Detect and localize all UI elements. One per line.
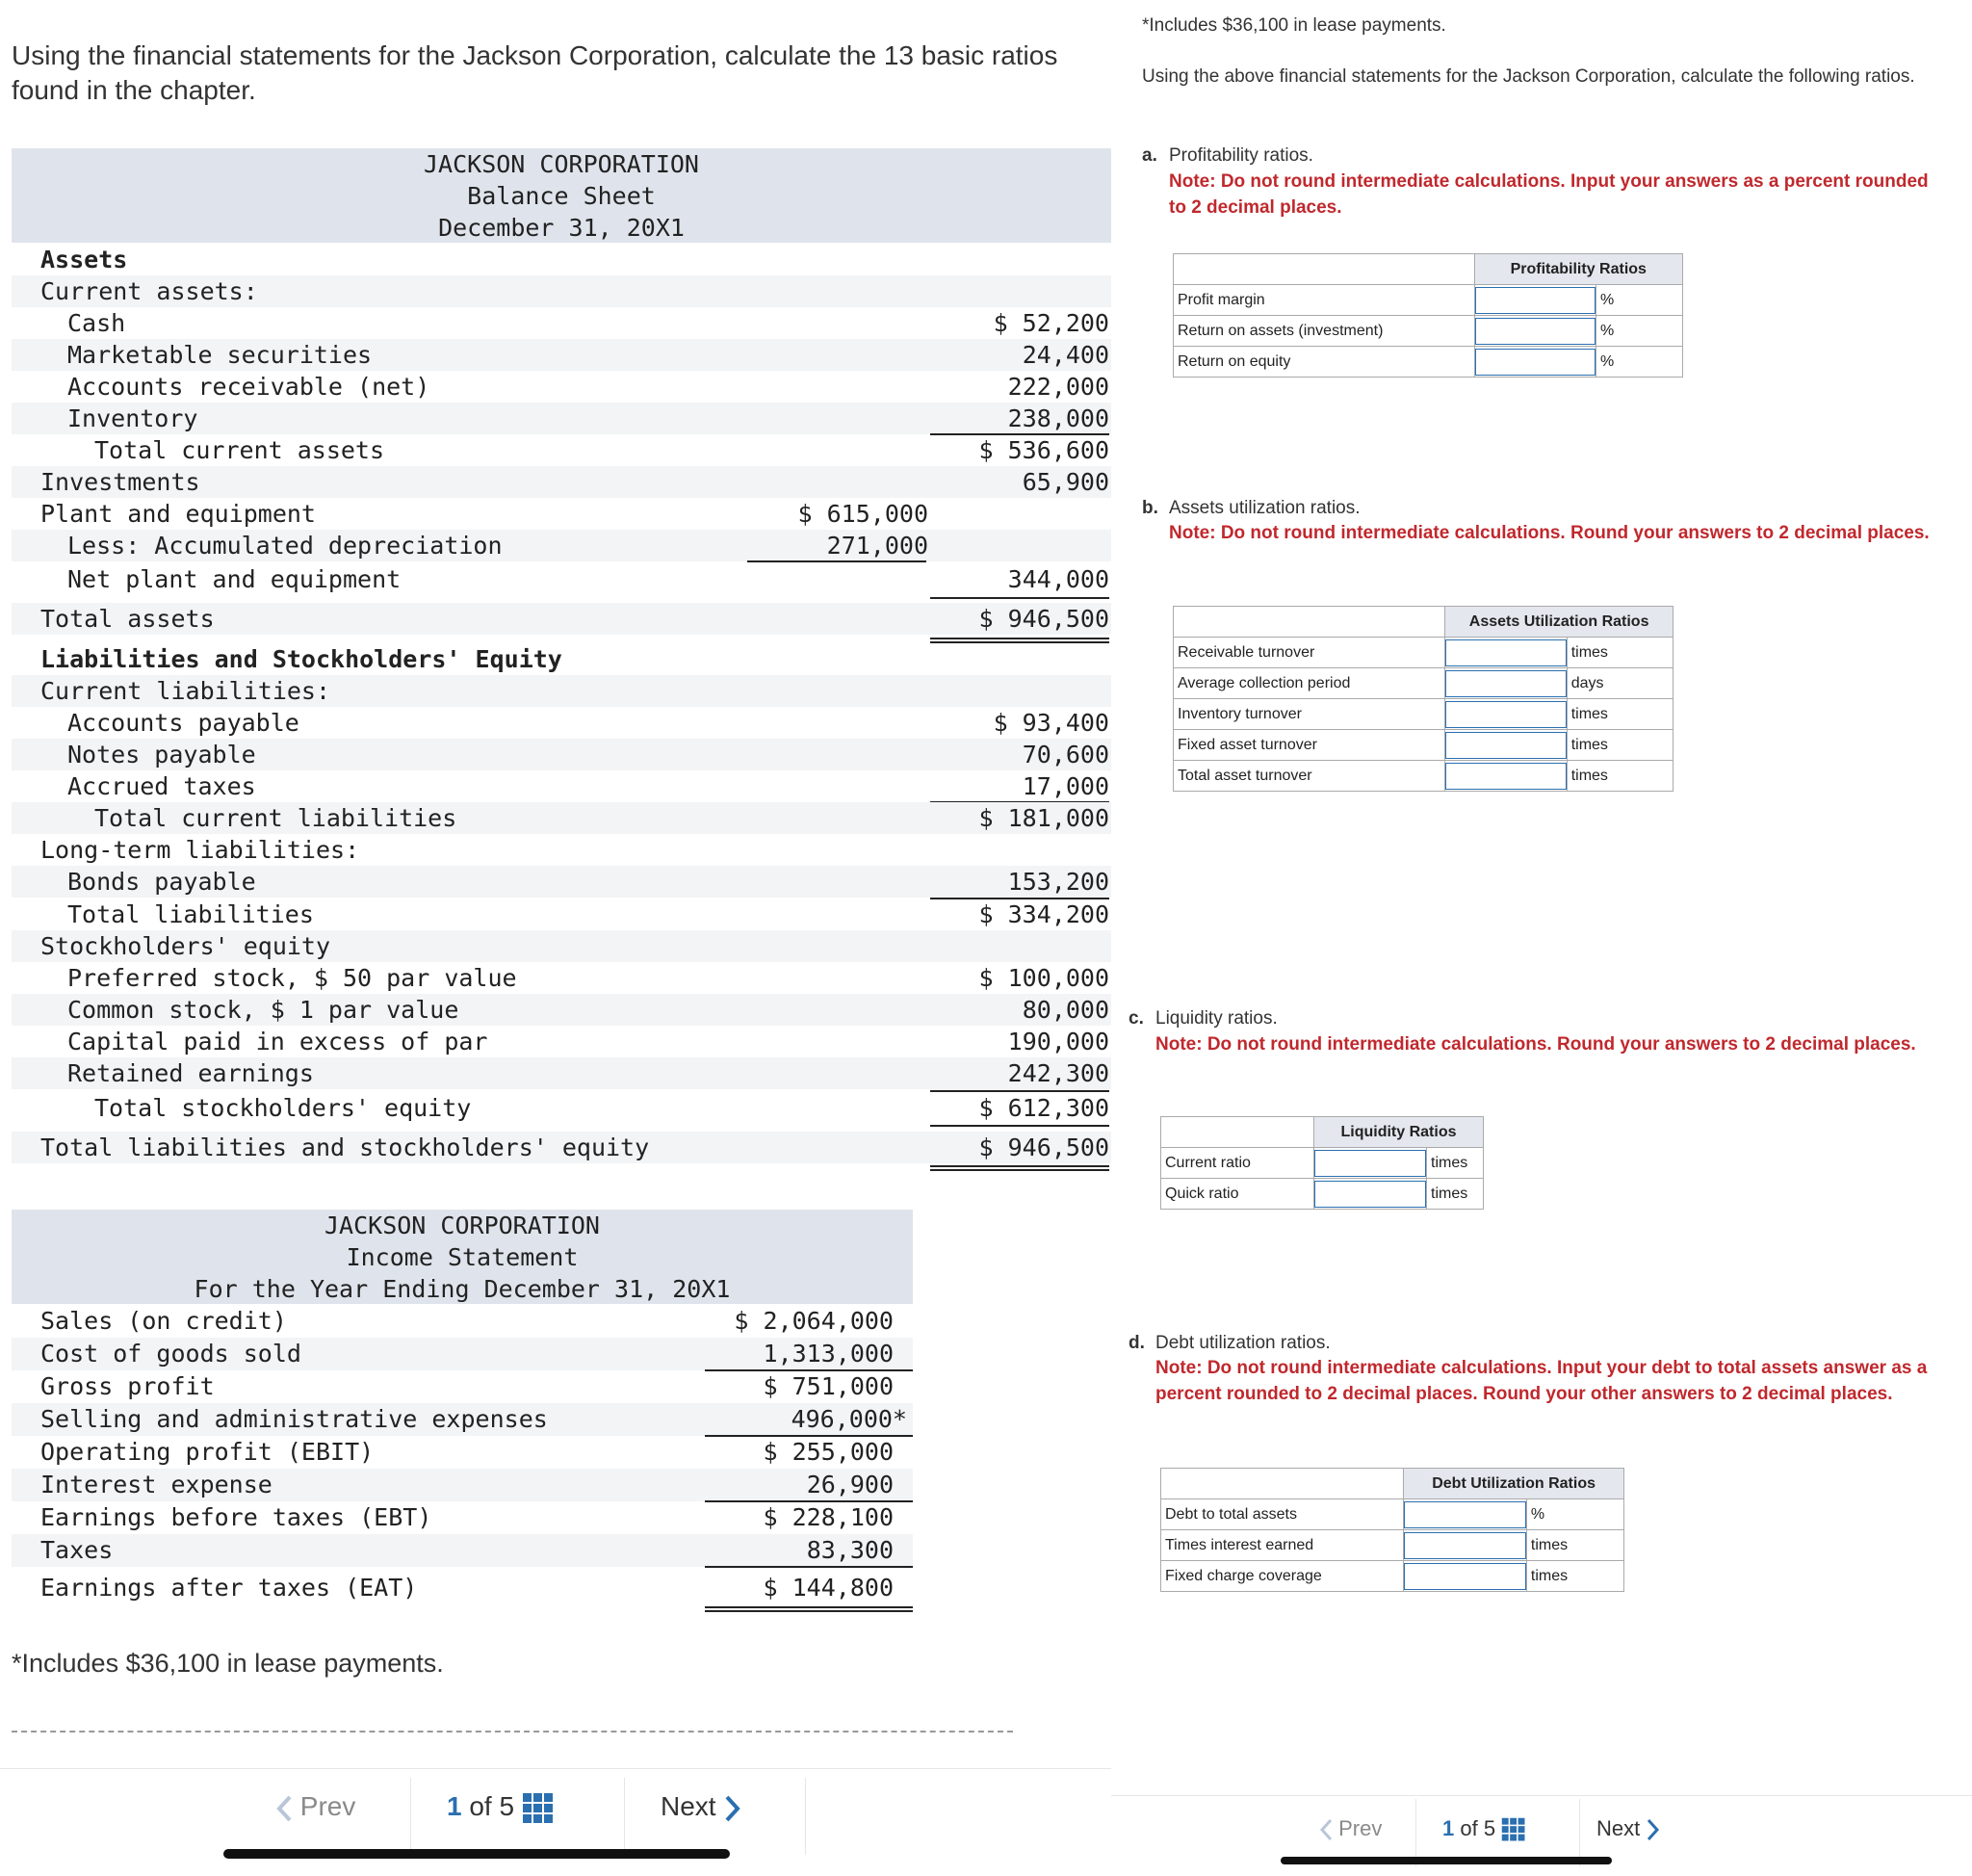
section-c-letter: c.	[1129, 1008, 1144, 1029]
is-value: $ 144,800	[763, 1574, 894, 1602]
bs-row	[12, 770, 1111, 802]
grid-icon	[1501, 1817, 1526, 1842]
answer-cell[interactable]	[1474, 316, 1596, 347]
debt-utilization-header: Debt Utilization Ratios	[1404, 1469, 1624, 1499]
bs-value: 153,200	[1007, 868, 1109, 896]
bs-value: 17,000	[1022, 772, 1109, 800]
answer-cell[interactable]	[1404, 1499, 1527, 1530]
section-d-letter: d.	[1129, 1333, 1145, 1353]
is-row	[12, 1469, 913, 1501]
bs-value: $ 334,200	[978, 900, 1109, 928]
row-label: Profit margin	[1174, 285, 1475, 316]
page-indicator[interactable]	[1442, 1816, 1526, 1842]
bs-label: Total current assets	[94, 436, 385, 464]
table-row	[1174, 699, 1674, 730]
bs-company: JACKSON CORPORATION	[424, 150, 699, 178]
unit: %	[1596, 347, 1682, 378]
divider	[1111, 1795, 1972, 1796]
bs-label: Less: Accumulated depreciation	[67, 532, 503, 560]
bs-name: Balance Sheet	[467, 182, 656, 210]
answer-cell[interactable]	[1445, 638, 1567, 668]
section-d-note: Note: Do not round intermediate calculations. Input your debt to total assets answer as a percent rounded to 2 decimal places. Round your other answers to 2 decimal places.	[1155, 1358, 1928, 1404]
page-current: 1	[1442, 1816, 1455, 1840]
divider	[805, 1778, 806, 1855]
table-row	[1174, 761, 1674, 792]
collection-period-input[interactable]	[1445, 670, 1566, 697]
bs-value: $ 946,500	[978, 605, 1109, 633]
unit: times	[1567, 730, 1673, 761]
row-label: Return on assets (investment)	[1174, 316, 1475, 347]
unit: %	[1526, 1499, 1623, 1530]
bs-value: $ 946,500	[978, 1133, 1109, 1161]
answer-cell[interactable]	[1314, 1179, 1427, 1210]
table-row	[1161, 1179, 1484, 1210]
bs-value: 344,000	[1007, 565, 1109, 593]
receivable-turnover-input[interactable]	[1445, 639, 1566, 666]
right-footnote: *Includes $36,100 in lease payments.	[1142, 15, 1446, 36]
bs-label: Accrued taxes	[67, 772, 256, 800]
table-row	[1161, 1499, 1624, 1530]
chevron-right-icon	[723, 1794, 742, 1823]
underline	[930, 597, 1109, 599]
is-row	[12, 1403, 913, 1436]
page-total: of 5	[1460, 1816, 1496, 1840]
section-b-title: Assets utilization ratios.	[1169, 498, 1361, 518]
chevron-right-icon	[1646, 1818, 1661, 1841]
bs-value: $ 93,400	[993, 709, 1109, 737]
liquidity-table	[1160, 1116, 1484, 1210]
is-label: Earnings before taxes (EBT)	[40, 1503, 432, 1531]
bs-value: $ 181,000	[978, 804, 1109, 832]
cut-off-text	[12, 1731, 1013, 1734]
bs-row	[12, 739, 1111, 770]
is-label: Operating profit (EBIT)	[40, 1438, 375, 1466]
is-value: $ 751,000	[763, 1372, 894, 1400]
bs-label: Inventory	[67, 404, 198, 432]
bs-label: Bonds payable	[67, 868, 256, 896]
page-total: of 5	[469, 1791, 515, 1821]
is-value: 26,900	[806, 1471, 894, 1498]
double-underline	[930, 1165, 1109, 1171]
grid-icon	[522, 1792, 555, 1825]
bs-row	[12, 994, 1111, 1026]
bs-assets-heading: Assets	[40, 246, 128, 274]
bs-value: 242,300	[1007, 1059, 1109, 1087]
row-label: Receivable turnover	[1174, 638, 1445, 668]
double-underline	[705, 1606, 913, 1612]
bs-liab-heading: Liabilities and Stockholders' Equity	[40, 645, 562, 673]
table-row	[1174, 668, 1674, 699]
bs-label: Total assets	[40, 605, 215, 633]
bs-row	[12, 802, 1111, 834]
page-current: 1	[447, 1791, 462, 1821]
bs-label: Investments	[40, 468, 200, 496]
underline	[705, 1566, 913, 1568]
bs-value: 222,000	[1007, 373, 1109, 401]
is-row	[12, 1572, 913, 1604]
unit: %	[1596, 316, 1682, 347]
scroll-indicator	[223, 1849, 730, 1859]
times-interest-earned-input[interactable]	[1404, 1532, 1526, 1559]
bs-label: Preferred stock, $ 50 par value	[67, 964, 517, 992]
bs-row	[12, 563, 1111, 595]
bs-row	[12, 834, 1111, 866]
bs-row	[12, 962, 1111, 994]
is-row	[12, 1370, 913, 1403]
bs-value: $ 612,300	[978, 1094, 1109, 1122]
is-label: Cost of goods sold	[40, 1340, 301, 1368]
bs-value: 271,000	[826, 532, 928, 560]
bs-row	[12, 1057, 1111, 1089]
bs-row	[12, 403, 1111, 434]
unit: times	[1427, 1148, 1484, 1179]
unit: times	[1567, 638, 1673, 668]
debt-to-assets-input[interactable]	[1404, 1501, 1526, 1528]
table-row	[1174, 730, 1674, 761]
profitability-header: Profitability Ratios	[1474, 254, 1682, 285]
bs-row	[12, 434, 1111, 466]
is-label: Sales (on credit)	[40, 1307, 287, 1335]
roa-input[interactable]	[1475, 318, 1596, 345]
asset-utilization-header: Assets Utilization Ratios	[1445, 607, 1674, 638]
fixed-asset-turnover-input[interactable]	[1445, 732, 1566, 759]
prev-label: Prev	[299, 1791, 356, 1821]
row-label: Quick ratio	[1161, 1179, 1314, 1210]
bs-label: Long-term liabilities:	[40, 836, 360, 864]
bs-label: Notes payable	[67, 741, 256, 769]
is-value: $ 2,064,000	[734, 1307, 894, 1335]
bs-row	[12, 1132, 1111, 1163]
next-button[interactable]	[1596, 1816, 1661, 1841]
answer-cell[interactable]	[1404, 1530, 1527, 1561]
profitability-table	[1173, 253, 1683, 378]
bs-value: 190,000	[1007, 1028, 1109, 1055]
answer-cell[interactable]	[1474, 285, 1596, 316]
is-label: Taxes	[40, 1536, 114, 1564]
inventory-turnover-input[interactable]	[1445, 701, 1566, 728]
bs-value: 238,000	[1007, 404, 1109, 432]
unit: days	[1567, 668, 1673, 699]
table-row	[1174, 316, 1683, 347]
row-label: Current ratio	[1161, 1148, 1314, 1179]
bs-row	[12, 1092, 1111, 1124]
bs-row	[12, 675, 1111, 707]
row-label: Inventory turnover	[1174, 699, 1445, 730]
unit: times	[1526, 1561, 1623, 1592]
bs-row	[12, 707, 1111, 739]
answer-cell[interactable]	[1474, 347, 1596, 378]
bs-value: $ 536,600	[978, 436, 1109, 464]
bs-value: $ 100,000	[978, 964, 1109, 992]
table-row	[1174, 347, 1683, 378]
is-label: Gross profit	[40, 1372, 215, 1400]
bs-label: Current liabilities:	[40, 677, 331, 705]
is-label: Interest expense	[40, 1471, 272, 1498]
question-title: Using the financial statements for the Jackson Corporation, calculate the 13 basic ratios found in the chapter.	[12, 40, 1058, 105]
bs-label: Total current liabilities	[94, 804, 457, 832]
bs-row	[12, 466, 1111, 498]
is-row	[12, 1534, 913, 1567]
underline	[930, 1125, 1109, 1127]
balance-sheet-header	[12, 148, 1111, 243]
bs-row	[12, 643, 1111, 675]
fixed-charge-coverage-input[interactable]	[1404, 1563, 1526, 1590]
bs-label: Stockholders' equity	[40, 932, 331, 960]
answer-cell[interactable]	[1314, 1148, 1427, 1179]
section-a-note: Note: Do not round intermediate calculations. Input your answers as a percent rounded to 2 decimal places.	[1169, 171, 1929, 218]
divider	[624, 1778, 625, 1855]
section-a-title: Profitability ratios.	[1169, 145, 1313, 166]
bs-row	[12, 1026, 1111, 1057]
is-label: Selling and administrative expenses	[40, 1405, 548, 1433]
answer-cell[interactable]	[1445, 730, 1567, 761]
section-d-title: Debt utilization ratios.	[1155, 1333, 1331, 1353]
footnote-lease: *Includes $36,100 in lease payments.	[12, 1649, 444, 1678]
bs-row	[12, 244, 1111, 275]
is-value: 83,300	[806, 1536, 894, 1564]
row-label: Total asset turnover	[1174, 761, 1445, 792]
prev-button[interactable]	[1319, 1816, 1382, 1841]
bs-label: Cash	[67, 309, 126, 337]
scroll-indicator	[1281, 1857, 1612, 1864]
bs-label: Total stockholders' equity	[94, 1094, 472, 1122]
bs-row	[12, 371, 1111, 403]
bs-row	[12, 899, 1111, 930]
next-button[interactable]	[661, 1791, 742, 1823]
table-row	[1174, 638, 1674, 668]
page-indicator[interactable]	[447, 1791, 555, 1825]
is-value: 1,313,000	[763, 1340, 894, 1368]
row-label: Fixed asset turnover	[1174, 730, 1445, 761]
bs-label: Total liabilities and stockholders' equity	[40, 1133, 650, 1161]
bs-row	[12, 498, 1111, 530]
income-statement-header	[12, 1210, 913, 1304]
bs-label: Capital paid in excess of par	[67, 1028, 488, 1055]
answer-cell[interactable]	[1445, 668, 1567, 699]
answer-cell[interactable]	[1445, 699, 1567, 730]
bs-label: Accounts receivable (net)	[67, 373, 430, 401]
bs-label: Marketable securities	[67, 341, 373, 369]
bs-label: Current assets:	[40, 277, 258, 305]
unit: %	[1596, 285, 1682, 316]
prev-button[interactable]	[275, 1791, 355, 1823]
is-row	[12, 1305, 913, 1338]
current-ratio-input[interactable]	[1314, 1150, 1426, 1177]
unit: times	[1427, 1179, 1484, 1210]
bs-date: December 31, 20X1	[438, 214, 685, 242]
bs-row	[12, 866, 1111, 898]
unit: times	[1567, 761, 1673, 792]
bs-value: $ 615,000	[797, 500, 928, 528]
bs-row	[12, 930, 1111, 962]
section-a-letter: a.	[1142, 145, 1157, 166]
section-b-letter: b.	[1142, 498, 1158, 518]
pagination-bar	[241, 1778, 809, 1855]
total-asset-turnover-input[interactable]	[1445, 763, 1566, 790]
bs-label: Accounts payable	[67, 709, 299, 737]
answer-cell[interactable]	[1445, 761, 1567, 792]
section-b-note: Note: Do not round intermediate calculations. Round your answers to 2 decimal places.	[1169, 523, 1930, 543]
table-row	[1161, 1148, 1484, 1179]
divider	[410, 1778, 411, 1855]
bs-row	[12, 307, 1111, 339]
unit: times	[1567, 699, 1673, 730]
is-name: Income Statement	[346, 1243, 579, 1271]
row-label: Average collection period	[1174, 668, 1445, 699]
bs-row	[12, 603, 1111, 635]
is-value: 496,000*	[791, 1405, 907, 1433]
is-value: $ 228,100	[763, 1503, 894, 1531]
next-label: Next	[1596, 1816, 1641, 1840]
bs-label: Total liabilities	[67, 900, 314, 928]
table-row	[1161, 1530, 1624, 1561]
bs-label: Plant and equipment	[40, 500, 316, 528]
asset-utilization-table	[1173, 606, 1674, 792]
row-label: Return on equity	[1174, 347, 1475, 378]
is-label: Earnings after taxes (EAT)	[40, 1574, 418, 1602]
is-company: JACKSON CORPORATION	[324, 1212, 600, 1239]
prev-label: Prev	[1338, 1816, 1383, 1840]
bs-row	[12, 530, 1111, 561]
table-row	[1174, 285, 1683, 316]
bs-row	[12, 339, 1111, 371]
table-row	[1161, 1561, 1624, 1592]
is-row	[12, 1501, 913, 1534]
answer-cell[interactable]	[1404, 1561, 1527, 1592]
row-label: Fixed charge coverage	[1161, 1561, 1404, 1592]
is-value: $ 255,000	[763, 1438, 894, 1466]
debt-utilization-table	[1160, 1468, 1624, 1592]
bs-value: 70,600	[1022, 741, 1109, 769]
bs-label: Retained earnings	[67, 1059, 314, 1087]
bs-value: 80,000	[1022, 996, 1109, 1024]
bs-row	[12, 275, 1111, 307]
chevron-left-icon	[1319, 1818, 1333, 1841]
quick-ratio-input[interactable]	[1314, 1181, 1426, 1208]
liquidity-header: Liquidity Ratios	[1314, 1117, 1484, 1148]
bs-value: 65,900	[1022, 468, 1109, 496]
section-c-note: Note: Do not round intermediate calculations. Round your answers to 2 decimal places.	[1155, 1034, 1916, 1055]
roe-input[interactable]	[1475, 349, 1596, 376]
next-label: Next	[661, 1791, 716, 1821]
is-period: For the Year Ending December 31, 20X1	[194, 1275, 731, 1303]
divider	[0, 1768, 1111, 1769]
is-row	[12, 1338, 913, 1370]
chevron-left-icon	[275, 1794, 293, 1823]
unit: times	[1526, 1530, 1623, 1561]
bs-value: $ 52,200	[993, 309, 1109, 337]
is-row	[12, 1436, 913, 1469]
row-label: Debt to total assets	[1161, 1499, 1404, 1530]
bs-label: Common stock, $ 1 par value	[67, 996, 459, 1024]
section-c-title: Liquidity ratios.	[1155, 1008, 1278, 1029]
profit-margin-input[interactable]	[1475, 287, 1596, 314]
right-intro: Using the above financial statements for the Jackson Corporation, calculate the following ratios.	[1142, 66, 1915, 87]
underline	[747, 560, 926, 562]
row-label: Times interest earned	[1161, 1530, 1404, 1561]
bs-value: 24,400	[1022, 341, 1109, 369]
bs-label: Net plant and equipment	[67, 565, 402, 593]
